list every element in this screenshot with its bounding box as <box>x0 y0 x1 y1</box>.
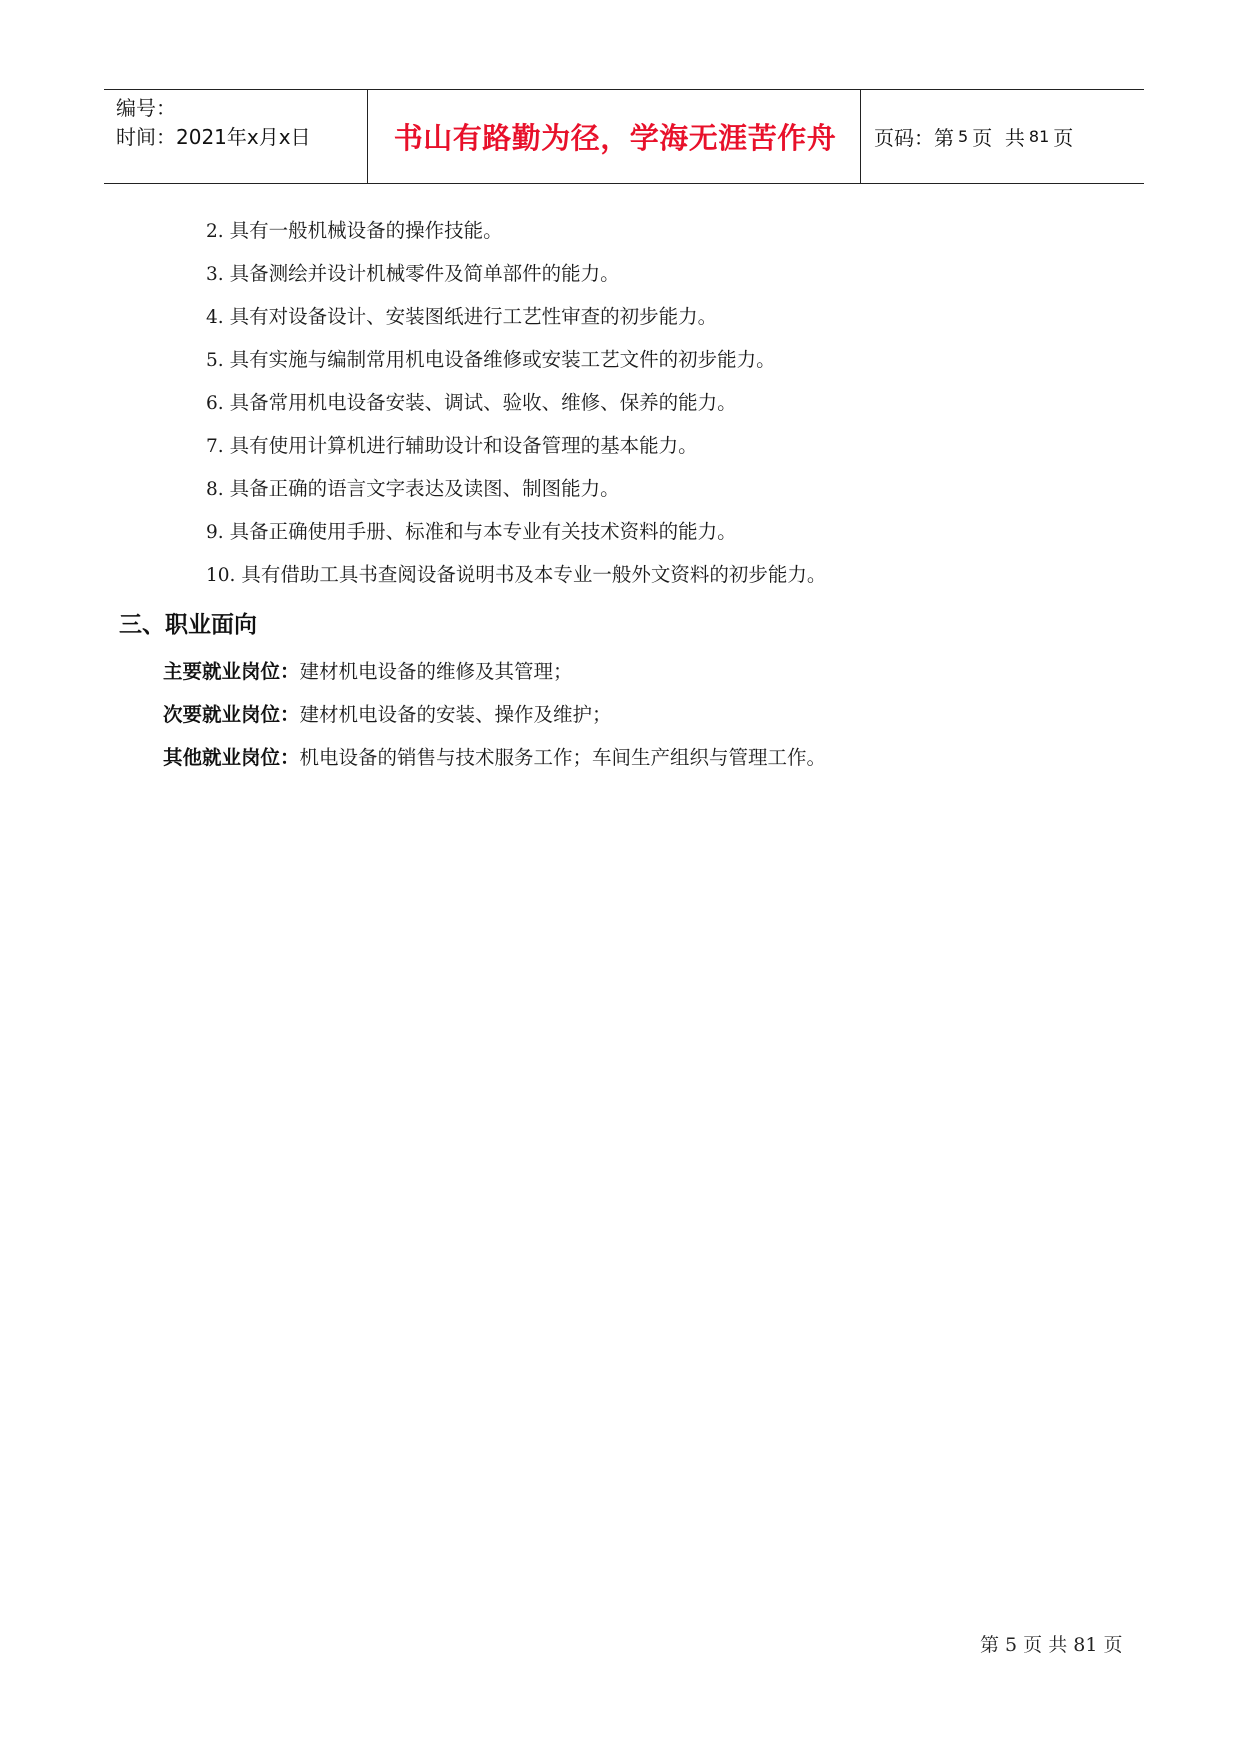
page-footer: 第 5 页 共 81 页 <box>980 1634 1123 1656</box>
item-number: 5. <box>206 350 224 371</box>
header-divider <box>860 90 861 183</box>
post-text: 建材机电设备的安装、操作及维护； <box>299 703 612 726</box>
post-text: 建材机电设备的维修及其管理； <box>299 660 573 683</box>
item-number: 7. <box>206 436 224 457</box>
section-heading: 三、职业面向 <box>119 612 257 638</box>
list-item <box>206 252 826 295</box>
item-number: 10. <box>206 565 236 586</box>
item-number: 8. <box>206 479 224 500</box>
page-mid: 页 共 <box>972 126 1025 150</box>
post-label: 次要就业岗位： <box>163 703 300 726</box>
header-meta <box>116 94 361 152</box>
time-label: 时间：2021年x月x日 <box>116 125 311 149</box>
item-text: 具备正确的语言文字表达及读图、制图能力。 <box>229 477 620 500</box>
post-text: 机电设备的销售与技术服务工作；车间生产组织与管理工作。 <box>299 746 827 769</box>
career-posts <box>163 650 826 779</box>
post-label: 主要就业岗位： <box>163 660 300 683</box>
list-item <box>206 338 826 381</box>
header-divider <box>367 90 368 183</box>
list-item <box>206 553 826 596</box>
item-number: 4. <box>206 307 224 328</box>
list-item <box>206 510 826 553</box>
list-item <box>206 295 826 338</box>
list-item <box>206 381 826 424</box>
number-label: 编号： <box>116 96 176 120</box>
document-header <box>104 89 1144 184</box>
item-number: 3. <box>206 264 224 285</box>
header-motto: 书山有路勤为径，学海无涯苦作舟 <box>393 121 837 155</box>
item-text: 具有对设备设计、安装图纸进行工艺性审查的初步能力。 <box>229 305 718 328</box>
item-number: 9. <box>206 522 224 543</box>
item-text: 具备正确使用手册、标准和与本专业有关技术资料的能力。 <box>229 520 737 543</box>
list-item <box>206 467 826 510</box>
item-number: 2. <box>206 221 224 242</box>
post-row <box>163 693 826 736</box>
header-page-info <box>874 90 1073 183</box>
item-text: 具有借助工具书查阅设备说明书及本专业一般外文资料的初步能力。 <box>241 563 827 586</box>
item-text: 具备测绘并设计机械零件及简单部件的能力。 <box>229 262 620 285</box>
page-current: 5 <box>958 127 969 146</box>
post-label: 其他就业岗位： <box>163 746 300 769</box>
page-total: 81 <box>1028 127 1050 146</box>
list-item <box>206 424 826 467</box>
page-suffix: 页 <box>1053 126 1074 150</box>
page-prefix: 页码：第 <box>874 126 954 150</box>
post-row <box>163 736 826 779</box>
post-row <box>163 650 826 693</box>
item-text: 具备常用机电设备安装、调试、验收、维修、保养的能力。 <box>229 391 737 414</box>
item-text: 具有使用计算机进行辅助设计和设备管理的基本能力。 <box>229 434 698 457</box>
ability-list <box>206 209 826 596</box>
list-item <box>206 209 826 252</box>
item-number: 6. <box>206 393 224 414</box>
item-text: 具有实施与编制常用机电设备维修或安装工艺文件的初步能力。 <box>229 348 776 371</box>
item-text: 具有一般机械设备的操作技能。 <box>229 219 503 242</box>
